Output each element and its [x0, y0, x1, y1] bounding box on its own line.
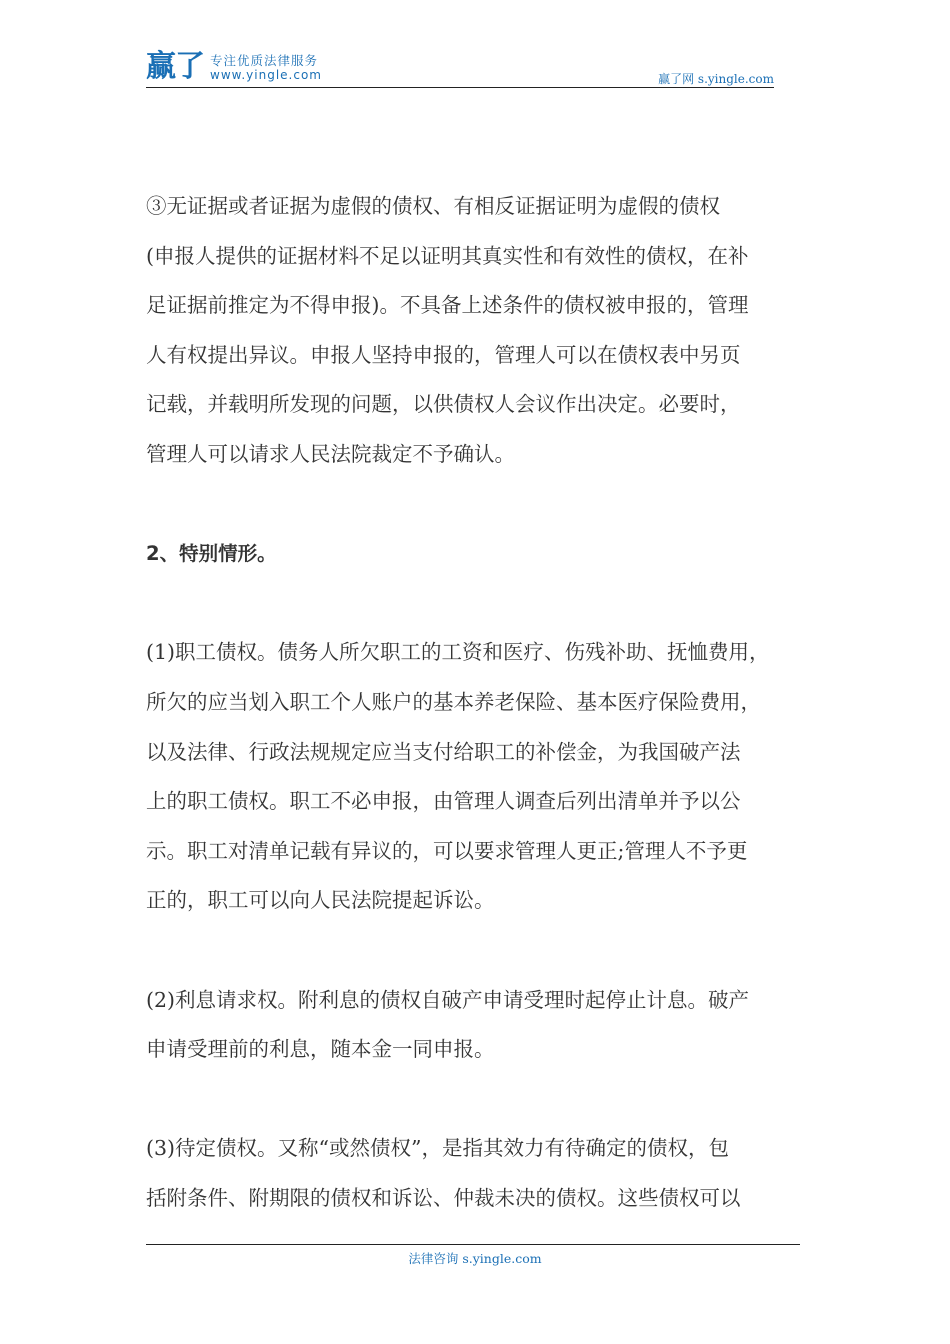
text-line: 括附条件、附期限的债权和诉讼、仲裁未决的债权。这些债权可以 [146, 1185, 741, 1210]
paragraph [146, 976, 814, 1075]
site-logo[interactable] [146, 50, 322, 86]
document-body [146, 182, 814, 1223]
logo-mark: 赢了 [146, 49, 204, 84]
text-line: (2)利息请求权。附利息的债权自破产申请受理时起停止计息。破产 [146, 987, 750, 1012]
logo-url: www.yingle.com [210, 68, 322, 82]
header-divider [146, 87, 774, 88]
text-line: 管理人可以请求人民法院裁定不予确认。 [146, 441, 515, 466]
text-line: 申请受理前的利息，随本金一同申报。 [146, 1037, 495, 1062]
text-line: 记载，并载明所发现的问题，以供债权人会议作出决定。必要时， [146, 392, 741, 417]
logo-text [210, 50, 322, 83]
text-line: 人有权提出异议。申报人坚持申报的，管理人可以在债权表中另页 [146, 342, 741, 367]
logo-slogan: 专注优质法律服务 [210, 53, 319, 68]
footer-link[interactable]: 法律咨询 s.yingle.com [408, 1251, 542, 1266]
text-line: (1)职工债权。债务人所欠职工的工资和医疗、伤残补助、抚恤费用， [146, 640, 770, 665]
text-line: 正的，职工可以向人民法院提起诉讼。 [146, 888, 495, 913]
text-line: ③无证据或者证据为虚假的债权、有相反证据证明为虚假的债权 [146, 194, 720, 218]
page-header [146, 50, 774, 88]
text-line: 以及法律、行政法规规定应当支付给职工的补偿金，为我国破产法 [146, 739, 741, 764]
paragraph [146, 182, 814, 480]
text-line: 足证据前推定为不得申报)。不具备上述条件的债权被申报的，管理 [146, 293, 749, 318]
text-line: 上的职工债权。职工不必申报，由管理人调查后列出清单并予以公 [146, 789, 741, 814]
text-line: (3)待定债权。又称“或然债权”，是指其效力有待确定的债权，包 [146, 1136, 729, 1161]
footer-divider [146, 1244, 800, 1245]
heading-text: 2、特别情形。 [146, 542, 277, 566]
paragraph [146, 628, 814, 926]
text-line: (申报人提供的证据材料不足以证明其真实性和有效性的债权，在补 [146, 243, 749, 268]
section-heading [146, 529, 814, 579]
header-site-link[interactable]: 赢了网 s.yingle.com [658, 72, 774, 86]
paragraph [146, 1124, 814, 1223]
text-line: 所欠的应当划入职工个人账户的基本养老保险、基本医疗保险费用， [146, 689, 761, 714]
text-line: 示。职工对清单记载有异议的，可以要求管理人更正;管理人不予更 [146, 838, 748, 863]
